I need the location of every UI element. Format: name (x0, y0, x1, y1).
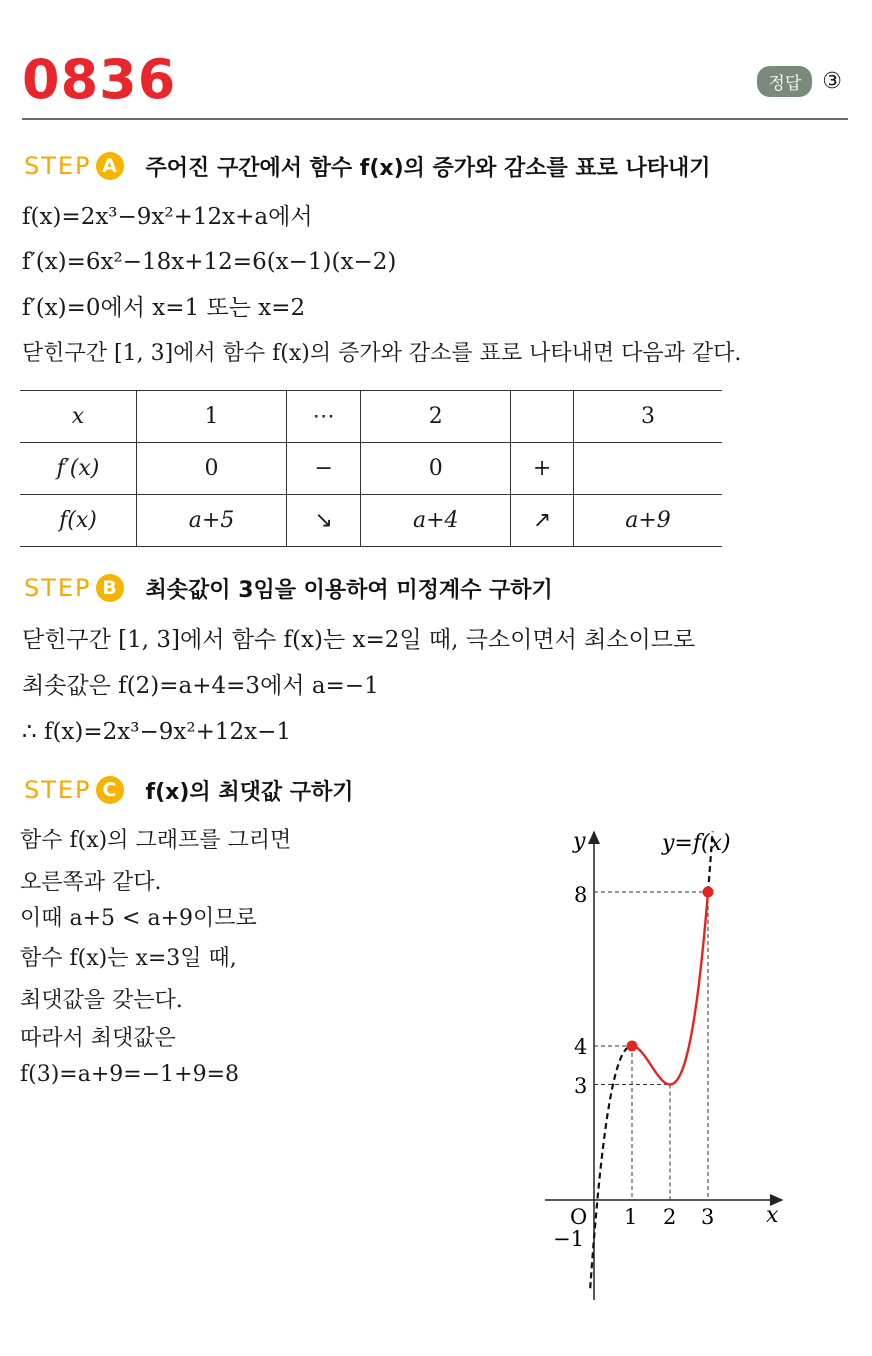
step-c-line-3: 이때 a+5 < a+9이므로 (20, 906, 257, 931)
table-cell: 2 (361, 391, 511, 443)
table-cell: f(x) (20, 495, 137, 547)
table-cell: a+4 (361, 495, 511, 547)
table-cell: 3 (573, 391, 722, 443)
step-c-line-7: f(3)=a+9=−1+9=8 (20, 1062, 240, 1087)
step-b-line-1: 닫힌구간 [1, 3]에서 함수 f(x)는 x=2일 때, 극소이면서 최소이므로 (22, 627, 696, 653)
step-c-line-6: 따라서 최댓값은 (20, 1026, 176, 1051)
table-row (20, 391, 722, 443)
header-divider (22, 118, 848, 120)
y-axis-label: y (573, 829, 586, 854)
step-a-line-3: f′(x)=0에서 x=1 또는 x=2 (22, 295, 306, 321)
answer (757, 66, 842, 97)
x-tick-label: 2 (663, 1205, 677, 1229)
step-b-line-2: 최솟값은 f(2)=a+4=3에서 a=−1 (22, 673, 379, 699)
y-tick-label: 8 (574, 883, 588, 907)
step-c-heading (24, 774, 354, 806)
curve-on-interval (632, 892, 708, 1085)
step-c-line-2: 오른쪽과 같다. (20, 870, 162, 895)
origin-label: O (570, 1205, 588, 1229)
highlight-point (627, 1041, 638, 1052)
table-cell (573, 443, 722, 495)
step-label: STEP (24, 776, 92, 804)
step-c-line-1: 함수 f(x)의 그래프를 그리면 (20, 828, 292, 853)
step-letter: B (96, 574, 124, 602)
step-letter: A (96, 152, 124, 180)
increase-arrow-icon: ↗ (511, 495, 574, 547)
step-title: 주어진 구간에서 함수 f(x)의 증가와 감소를 표로 나타내기 (145, 155, 711, 181)
table-cell: a+9 (573, 495, 722, 547)
step-a-line-2: f′(x)=6x²−18x+12=6(x−1)(x−2) (22, 249, 397, 275)
step-a-line-1: f(x)=2x³−9x²+12x+a에서 (22, 204, 313, 230)
table-cell (511, 391, 574, 443)
table-row (20, 495, 722, 547)
guide-lines (594, 892, 708, 1200)
increase-decrease-table (20, 390, 722, 547)
problem-number: 0836 (22, 48, 177, 111)
answer-badge: 정답 (757, 66, 812, 97)
step-c-line-5: 최댓값을 갖는다. (20, 988, 183, 1013)
table-cell: − (287, 443, 361, 495)
table-cell: 0 (137, 443, 287, 495)
decrease-arrow-icon: ↘ (287, 495, 361, 547)
step-c-line-4: 함수 f(x)는 x=3일 때, (20, 946, 237, 971)
step-label: STEP (24, 152, 92, 180)
table-cell: 0 (361, 443, 511, 495)
step-a-heading (24, 150, 711, 182)
table-cell: ⋯ (287, 391, 361, 443)
step-a-line-4: 닫힌구간 [1, 3]에서 함수 f(x)의 증가와 감소를 표로 나타내면 다음과 같다. (22, 341, 742, 366)
step-b-line-3: ∴ f(x)=2x³−9x²+12x−1 (22, 719, 291, 745)
y-tick-label: 4 (574, 1035, 588, 1059)
y-tick-label: −1 (553, 1227, 584, 1251)
table-cell: 1 (137, 391, 287, 443)
x-tick-label: 1 (624, 1205, 638, 1229)
y-tick-label: 3 (574, 1074, 588, 1098)
x-tick-label: 3 (701, 1205, 715, 1229)
cubic-graph (535, 820, 795, 1310)
x-axis-label: x (766, 1203, 779, 1228)
answer-value: ③ (822, 69, 842, 94)
step-title: 최솟값이 3임을 이용하여 미정계수 구하기 (145, 577, 553, 603)
step-letter: C (96, 776, 124, 804)
step-label: STEP (24, 574, 92, 602)
curve-label: y=f(x) (662, 831, 731, 856)
highlight-point (703, 887, 714, 898)
table-row (20, 443, 722, 495)
table-cell: x (20, 391, 137, 443)
curve-outside-interval (590, 1046, 632, 1288)
step-title: f(x)의 최댓값 구하기 (145, 779, 354, 805)
table-cell: f′(x) (20, 443, 137, 495)
table-cell: a+5 (137, 495, 287, 547)
step-b-heading (24, 572, 553, 604)
table-cell: + (511, 443, 574, 495)
